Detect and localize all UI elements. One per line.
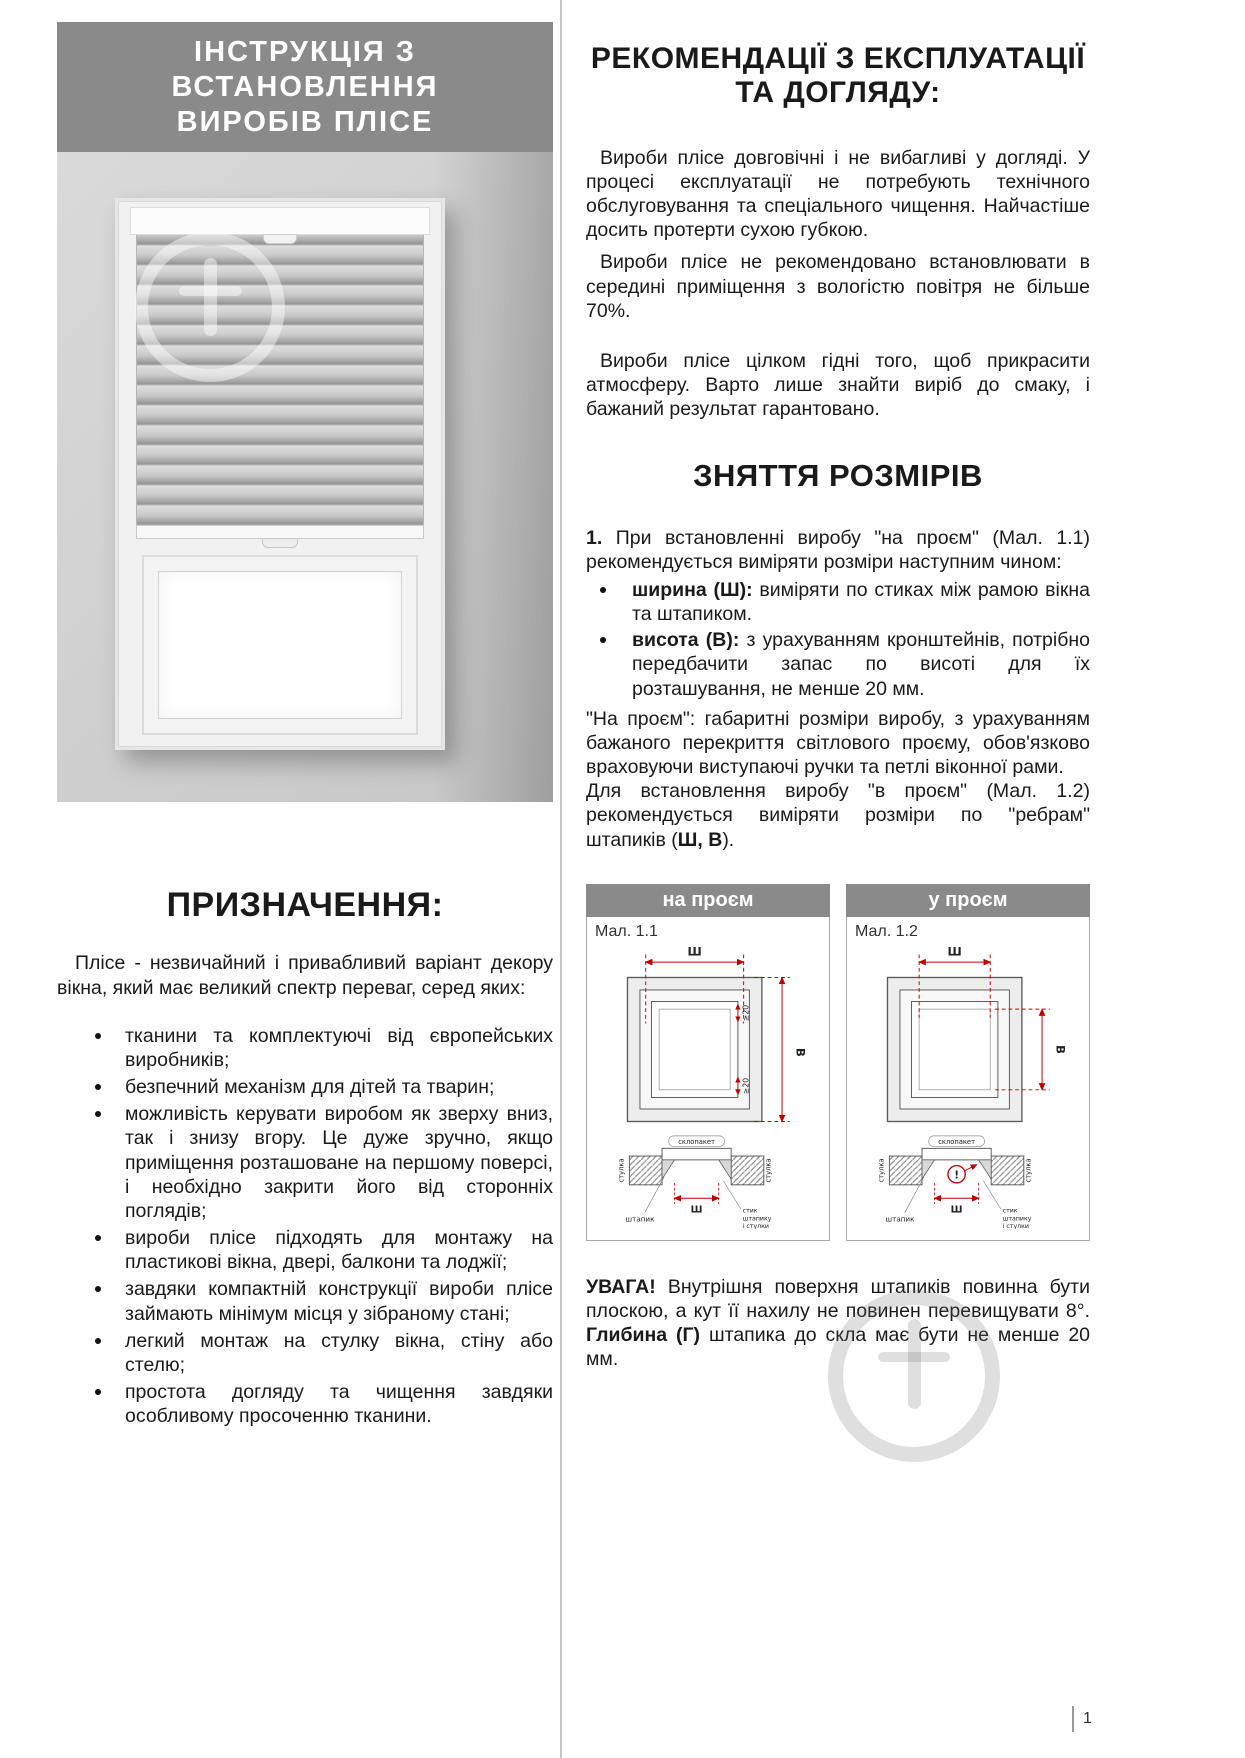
cross-section	[878, 1136, 1033, 1229]
bullet-text: вироби плісе підходять для монтажу на пластикові вікна, двері, балкони та лоджії;	[125, 1227, 553, 1274]
list-item	[57, 1024, 553, 1072]
step-text: При встановленні виробу "на проєм" (Мал. 1.1) рекомендується виміряти розміри наступним чином:	[586, 526, 1090, 573]
figure-2-box	[846, 917, 1090, 1241]
section-width-label: Ш	[950, 1204, 963, 1216]
banner-line-2: ВИРОБІВ ПЛІСЕ	[176, 105, 434, 138]
sash-label-left: стулка	[877, 1158, 886, 1183]
care-heading-line-2: ТА ДОГЛЯДУ:	[735, 75, 941, 109]
list-item	[57, 1075, 553, 1099]
glazing-unit-label: склопакет	[678, 1137, 715, 1146]
joint-label-3: і стулки	[1002, 1222, 1029, 1229]
section-width-label: Ш	[690, 1204, 703, 1216]
joint-label-3: і стулки	[742, 1222, 769, 1229]
min20-label-bottom: ≥20	[741, 1077, 751, 1094]
bullet-icon	[95, 1286, 101, 1292]
list-item	[57, 1329, 553, 1377]
care-paragraph-3: Вироби плісе цілком гідні того, щоб прикрасити атмосферу. Варто лише знайти виріб до смаку, і бажаний результат гарантовано.	[586, 349, 1090, 421]
figure-2-header: у проєм	[846, 884, 1090, 917]
bullet-text: можливість керувати виробом як зверху вниз, так і знизу вгору. Це дуже зручно, якщо приміщення розташоване на першому поверсі, і необхідно закрити його від сторонніх поглядів;	[125, 1103, 553, 1222]
bullet-icon	[600, 637, 606, 643]
window-frame	[115, 198, 445, 750]
attention-note	[586, 1275, 1090, 1372]
blind-top-handle	[263, 234, 297, 244]
column-divider	[560, 0, 562, 1758]
left-column	[57, 22, 553, 1428]
width-dim-label: Ш	[687, 944, 702, 959]
v-proem-text-1: Для встановлення виробу "в проєм" (Мал. 1.2) рекомендується виміряти розміри по "ребрам" штапиків (	[586, 780, 1090, 851]
bullet-icon	[95, 1235, 101, 1241]
wall-shadow	[433, 152, 553, 802]
bullet-text: тканини та комплектуючі від європейських виробників;	[125, 1024, 553, 1071]
window-drawing	[627, 977, 761, 1121]
page-number: 1	[1083, 1710, 1092, 1727]
min20-label-top: ≥20	[741, 1004, 751, 1021]
bullet-icon	[600, 587, 606, 593]
bullet-icon	[95, 1084, 101, 1090]
window-sash	[142, 555, 418, 735]
v-proem-text-2: ).	[722, 828, 735, 851]
list-item	[57, 1226, 553, 1274]
width-definition: виміряти по стиках між рамою вікна та штапиком.	[632, 578, 1090, 626]
blind-top-rail	[130, 207, 430, 235]
diagram-u-proem-svg	[855, 941, 1087, 1229]
joint-label-1: стик	[742, 1207, 758, 1215]
bullet-text	[632, 628, 1090, 701]
care-heading-line-1: РЕКОМЕНДАЦІЇ З ЕКСПЛУАТАЦІЇ	[590, 42, 1086, 75]
attention-bold-term: Глибина (Г)	[586, 1324, 701, 1347]
figure-1-label: Мал. 1.1	[595, 922, 658, 940]
purpose-intro: Плісе - незвичайний і привабливий варіант декору вікна, який має великий спектр переваг, серед яких:	[57, 952, 553, 999]
sash-label-right: стулка	[1024, 1158, 1033, 1183]
bullet-text: легкий монтаж на стулку вікна, стіну або стелю;	[125, 1329, 553, 1376]
figure-2-label: Мал. 1.2	[855, 922, 918, 940]
joint-label-2: штапику	[1002, 1215, 1032, 1223]
attention-text-2: штапика до скла має бути не менше 20 мм.	[586, 1324, 1091, 1371]
bead-label: штапик	[625, 1214, 655, 1224]
title-banner	[57, 22, 553, 152]
height-definition: з урахуванням кронштейнів, потрібно передбачити запас по висоті для їх розташування, не менше 20 мм.	[632, 629, 1091, 700]
cross-section	[618, 1136, 773, 1229]
bullet-text: простота догляду та чищення завдяки особливому просоченню тканини.	[125, 1381, 553, 1428]
window-glass	[158, 571, 402, 719]
height-dim-label: В	[793, 1047, 808, 1057]
height-term: висота (В):	[632, 629, 740, 652]
width-dim-label: Ш	[947, 944, 962, 959]
banner-line-1: ІНСТРУКЦІЯ З ВСТАНОВЛЕННЯ	[171, 36, 439, 103]
v-proem-dims: Ш, В	[677, 828, 723, 851]
bullet-icon	[95, 1033, 101, 1039]
window-photo	[57, 152, 553, 802]
care-heading	[586, 42, 1090, 110]
measuring-step-1	[586, 526, 1090, 574]
bead-label: штапик	[885, 1214, 915, 1224]
figure-1-header: на проєм	[586, 884, 830, 917]
na-proem-paragraph: "На проєм": габаритні розміри виробу, з урахуванням бажаного перекриття світлового проєму, обов'язково враховуючи виступаючі ручки та петлі віконної рами.	[586, 707, 1090, 779]
joint-label-2: штапику	[742, 1215, 772, 1223]
width-term: ширина (Ш):	[632, 578, 753, 601]
glazing-unit-label: склопакет	[938, 1137, 975, 1146]
figures-row	[586, 884, 1090, 1241]
bullet-icon	[95, 1389, 101, 1395]
figure-na-proem	[586, 884, 830, 1241]
pleated-blind	[136, 235, 424, 525]
joint-label-1: стик	[1002, 1207, 1018, 1215]
measuring-heading: ЗНЯТТЯ РОЗМІРІВ	[693, 457, 983, 493]
right-column	[586, 42, 1090, 1371]
purpose-bullet-list	[57, 1024, 553, 1429]
purpose-heading: ПРИЗНАЧЕННЯ:	[166, 886, 444, 925]
bullet-text: безпечний механізм для дітей та тварин;	[125, 1076, 495, 1099]
height-dim-label: В	[1053, 1044, 1068, 1054]
blind-handle	[262, 538, 298, 548]
figure-u-proem	[846, 884, 1090, 1241]
bullet-text: завдяки компактній конструкції вироби плісе займають мінімум місця у зібраному стані;	[125, 1278, 553, 1325]
window-drawing	[887, 977, 1021, 1121]
bullet-icon	[95, 1111, 101, 1117]
footer-divider	[1072, 1706, 1074, 1732]
list-item	[57, 1380, 553, 1428]
list-item	[57, 1277, 553, 1325]
care-paragraph-1: Вироби плісе довговічні і не вибагливі у догляді. У процесі експлуатації не потребують технічного обслуговування та спеціального чищення. Найчастіше досить протерти сухою губкою.	[586, 146, 1090, 242]
bullet-text	[632, 578, 1090, 626]
list-item	[586, 628, 1090, 701]
page-footer	[1072, 1706, 1092, 1732]
attention-label: УВАГА!	[586, 1275, 656, 1298]
blind-bottom-rail	[136, 525, 424, 539]
diagram-na-proem-svg	[595, 941, 827, 1229]
bullet-icon	[95, 1338, 101, 1344]
step-number: 1.	[586, 526, 603, 549]
attention-text-1: Внутрішня поверхня штапиків повинна бути плоскою, а кут її нахилу не повинен перевищувати 8°.	[586, 1275, 1090, 1322]
care-paragraph-2: Вироби плісе не рекомендовано встановлювати в середині приміщення з вологістю повітря не більше 70%.	[586, 251, 1090, 322]
sash-label-right: стулка	[764, 1158, 773, 1183]
attention-mark: !	[954, 1169, 960, 1182]
v-proem-paragraph	[586, 779, 1090, 852]
list-item	[57, 1102, 553, 1223]
figure-1-box	[586, 917, 830, 1241]
sash-label-left: стулка	[617, 1158, 626, 1183]
list-item	[586, 578, 1090, 626]
